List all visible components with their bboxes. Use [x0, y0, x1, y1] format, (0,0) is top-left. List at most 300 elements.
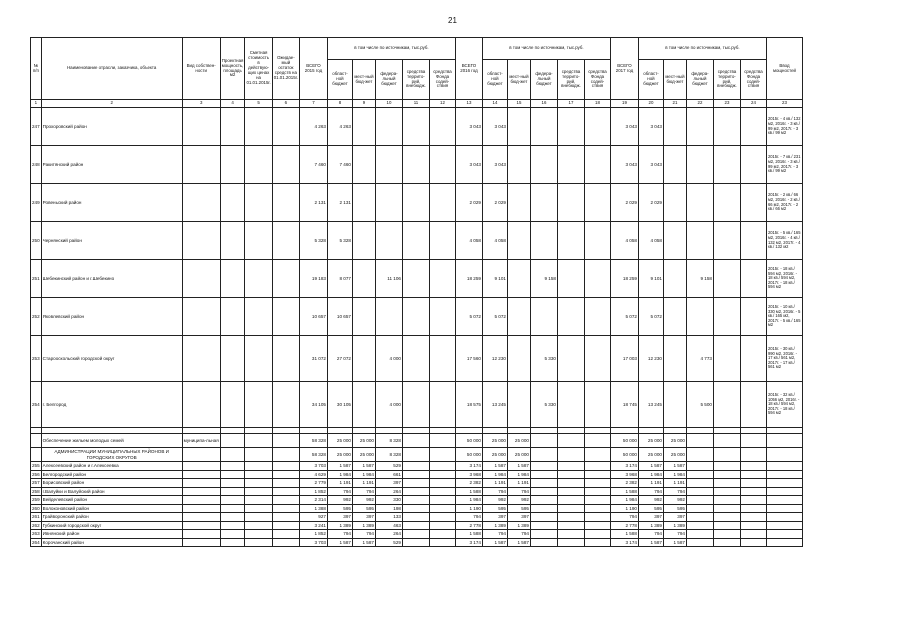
- total-17: 1 588: [610, 530, 638, 539]
- row-power: [220, 448, 245, 462]
- row-capacity: 2015г. - 30 кв./ 990 м2, 2016г. - 17 кв./ 561 м2, 2017г. - 17 кв./ 561 м2: [766, 336, 802, 382]
- row-cost: [245, 434, 272, 448]
- total-15: 3 703: [299, 462, 327, 471]
- fed-17: [686, 184, 713, 222]
- obl-17: 992: [638, 496, 663, 505]
- col-head-fed: федера-льный бюджет: [375, 60, 402, 100]
- terr-16: [557, 513, 584, 522]
- row-power: [220, 504, 245, 513]
- fed-17: [686, 538, 713, 547]
- obl-17: 1 587: [638, 462, 663, 471]
- mest-15: 794: [352, 487, 375, 496]
- fond-15: [429, 521, 455, 530]
- obl-15: 5 328: [327, 222, 352, 260]
- row-number: 260: [32, 505, 40, 511]
- mest-15: 794: [352, 530, 375, 539]
- row-name: Ивнянский район: [41, 530, 182, 539]
- terr-17: [713, 260, 740, 298]
- total-17: 3 043: [610, 146, 638, 184]
- fond-17: [740, 496, 766, 505]
- obl-16: 1 984: [482, 470, 507, 479]
- fond-16: [584, 222, 610, 260]
- row-power: [220, 184, 245, 222]
- obl-17: 25 000: [638, 434, 663, 448]
- terr-17: [713, 513, 740, 522]
- row-vid: [182, 336, 220, 382]
- total-16: 1 984: [455, 496, 482, 505]
- obl-17: 2 029: [638, 184, 663, 222]
- row-vid: муниципа-льная: [182, 434, 220, 448]
- row-number: 252: [31, 298, 42, 336]
- row-name: Обеспечение жильем молодых семей: [41, 434, 182, 448]
- obl-16: 1 587: [482, 538, 507, 547]
- fond-15: [429, 336, 455, 382]
- row-cost: [245, 513, 272, 522]
- total-16: 2 778: [455, 521, 482, 530]
- fond-15: [429, 487, 455, 496]
- fond-15: [429, 470, 455, 479]
- fond-17: [740, 479, 766, 488]
- mest-17: 1 587: [663, 462, 686, 471]
- fed-15: 264: [375, 487, 402, 496]
- obl-16: 2 029: [482, 184, 507, 222]
- fed-16: [530, 513, 557, 522]
- col-number: 19: [610, 100, 638, 108]
- row-vid: [182, 538, 220, 547]
- row-vid: [182, 479, 220, 488]
- col-group-2015: в том числе по источникам, тыс.руб.: [327, 38, 455, 60]
- row-capacity: [766, 479, 802, 488]
- col-number: 5: [245, 100, 272, 108]
- row-remain: [272, 538, 299, 547]
- fond-15: [429, 530, 455, 539]
- mest-15: 1 389: [352, 521, 375, 530]
- table-row: [31, 487, 803, 496]
- col-number: 18: [584, 100, 610, 108]
- fed-15: 8 328: [375, 434, 402, 448]
- fond-17: [740, 222, 766, 260]
- mest-16: 794: [507, 530, 530, 539]
- total-16: 794: [455, 513, 482, 522]
- obl-16: 3 043: [482, 146, 507, 184]
- col-number: 21: [663, 100, 686, 108]
- obl-17: 5 072: [638, 298, 663, 336]
- mest-15: [352, 382, 375, 428]
- terr-17: [713, 336, 740, 382]
- mest-17: 1 587: [663, 538, 686, 547]
- col-number: 9: [352, 100, 375, 108]
- terr-17: [713, 538, 740, 547]
- row-remain: [272, 496, 299, 505]
- row-number: 255: [32, 463, 40, 469]
- terr-15: [402, 487, 429, 496]
- mest-15: 25 000: [352, 434, 375, 448]
- row-capacity: 2015г. - 5 кв./ 165 м2, 2016г. - 4 кв./ 132 м2, 2017г. - 4 кв./ 132 м2: [766, 222, 802, 260]
- fond-17: [740, 470, 766, 479]
- obl-16: 1 587: [482, 462, 507, 471]
- row-capacity: 2015г. - 4 кв./ 132 м2, 2016г. - 3 кв./ 99 м2, 2017г. - 3 кв./ 99 м2: [766, 108, 802, 146]
- total-15: 5 328: [299, 222, 327, 260]
- terr-16: [557, 496, 584, 505]
- row-vid: [182, 298, 220, 336]
- mest-16: 794: [507, 487, 530, 496]
- fond-16: [584, 538, 610, 547]
- row-remain: [272, 184, 299, 222]
- mest-16: 397: [507, 513, 530, 522]
- obl-16: 25 000: [482, 448, 507, 462]
- row-power: [220, 146, 245, 184]
- fed-15: 661: [375, 470, 402, 479]
- total-16: 3 043: [455, 108, 482, 146]
- row-name: Белгородский район: [41, 470, 182, 479]
- row-power: [220, 496, 245, 505]
- terr-15: [402, 513, 429, 522]
- fond-17: [740, 521, 766, 530]
- terr-15: [402, 298, 429, 336]
- total-15: 2 314: [299, 496, 327, 505]
- obl-16: 794: [482, 530, 507, 539]
- fed-17: [686, 530, 713, 539]
- fond-15: [429, 434, 455, 448]
- fed-17: [686, 222, 713, 260]
- total-15: 19 183: [299, 260, 327, 298]
- terr-17: [713, 521, 740, 530]
- row-number: [31, 448, 42, 462]
- fed-15: 397: [375, 479, 402, 488]
- mest-16: [507, 382, 530, 428]
- terr-16: [557, 434, 584, 448]
- fed-16: [530, 298, 557, 336]
- row-vid: [182, 530, 220, 539]
- page-number: 21: [448, 16, 457, 25]
- fond-17: [740, 462, 766, 471]
- table-row: [31, 260, 803, 298]
- row-name: Чернянский район: [41, 222, 182, 260]
- fond-16: [584, 448, 610, 462]
- table-row: [31, 108, 803, 146]
- row-name: г. Белгород: [41, 382, 182, 428]
- fond-16: [584, 336, 610, 382]
- row-number: 258: [32, 488, 40, 494]
- column-number-row: [31, 100, 803, 108]
- fond-17: [740, 434, 766, 448]
- terr-17: [713, 434, 740, 448]
- col-group-2017: в том числе по источникам, тыс.руб.: [638, 38, 766, 60]
- obl-17: 794: [638, 487, 663, 496]
- row-power: [220, 487, 245, 496]
- mest-17: 794: [663, 487, 686, 496]
- fed-17: [686, 146, 713, 184]
- terr-16: [557, 487, 584, 496]
- fed-17: [686, 496, 713, 505]
- mest-15: 397: [352, 513, 375, 522]
- obl-15: 992: [327, 496, 352, 505]
- table-row: [31, 479, 803, 488]
- obl-17: 397: [638, 513, 663, 522]
- mest-15: 1 587: [352, 538, 375, 547]
- row-remain: [272, 222, 299, 260]
- mest-16: [507, 336, 530, 382]
- fond-17: [740, 260, 766, 298]
- total-15: 2 131: [299, 184, 327, 222]
- table-row: [31, 496, 803, 505]
- row-vid: [182, 504, 220, 513]
- fed-16: [530, 222, 557, 260]
- col-head-obl: област-ной бюджет: [638, 60, 663, 100]
- row-cost: [245, 184, 272, 222]
- mest-16: [507, 184, 530, 222]
- row-remain: [272, 448, 299, 462]
- obl-16: 13 245: [482, 382, 507, 428]
- budget-table: [30, 37, 803, 547]
- row-capacity: 2015г. - 18 кв./ 594 м2, 2016г. - 18 кв./ 594 м2, 2017г. - 18 кв./ 594 м2: [766, 260, 802, 298]
- table-row: [31, 521, 803, 530]
- mest-17: [663, 298, 686, 336]
- obl-15: 10 657: [327, 298, 352, 336]
- total-17: 50 000: [610, 434, 638, 448]
- row-power: [220, 538, 245, 547]
- fed-16: 5 330: [530, 382, 557, 428]
- row-name: Вейделевский район: [41, 496, 182, 505]
- total-17: 3 043: [610, 108, 638, 146]
- col-head-fond: средства Фонда содей-ствия: [429, 60, 455, 100]
- total-16: 18 259: [455, 260, 482, 298]
- terr-15: [402, 108, 429, 146]
- total-15: 34 105: [299, 382, 327, 428]
- total-16: 3 174: [455, 538, 482, 547]
- fed-16: [530, 108, 557, 146]
- terr-15: [402, 448, 429, 462]
- row-remain: [272, 479, 299, 488]
- col-number: 23: [766, 100, 802, 108]
- obl-16: 794: [482, 487, 507, 496]
- col-number: 22: [686, 100, 713, 108]
- fed-16: 5 330: [530, 336, 557, 382]
- col-number: 12: [429, 100, 455, 108]
- row-power: [220, 434, 245, 448]
- total-15: 31 072: [299, 336, 327, 382]
- total-16: 17 560: [455, 336, 482, 382]
- table-row: [31, 538, 803, 547]
- terr-15: [402, 184, 429, 222]
- mest-17: [663, 260, 686, 298]
- mest-15: [352, 222, 375, 260]
- fond-17: [740, 382, 766, 428]
- row-cost: [245, 448, 272, 462]
- total-15: 927: [299, 513, 327, 522]
- col-head-fed: федера-льный бюджет: [686, 60, 713, 100]
- fed-15: 11 106: [375, 260, 402, 298]
- total-15: 58 328: [299, 434, 327, 448]
- fond-16: [584, 479, 610, 488]
- row-capacity: [766, 462, 802, 471]
- terr-15: [402, 260, 429, 298]
- total-15: 4 629: [299, 470, 327, 479]
- col-head-terr: средства террито-рий, внебюдж.: [402, 60, 429, 100]
- total-15: 7 460: [299, 146, 327, 184]
- obl-16: 5 072: [482, 298, 507, 336]
- mest-15: [352, 260, 375, 298]
- terr-17: [713, 382, 740, 428]
- fed-17: [686, 479, 713, 488]
- fond-16: [584, 462, 610, 471]
- row-vid: [182, 382, 220, 428]
- row-vid: [182, 448, 220, 462]
- row-name: Алексеевский район и г.Алексеевка: [41, 462, 182, 471]
- terr-17: [713, 470, 740, 479]
- col-head-power: Проектная мощность, площадь м2: [220, 38, 245, 100]
- mest-15: [352, 146, 375, 184]
- fond-17: [740, 336, 766, 382]
- row-vid: [182, 108, 220, 146]
- fond-15: [429, 538, 455, 547]
- fed-17: [686, 462, 713, 471]
- row-remain: [272, 434, 299, 448]
- fond-16: [584, 496, 610, 505]
- obl-15: 595: [327, 504, 352, 513]
- fed-15: 133: [375, 513, 402, 522]
- row-remain: [272, 504, 299, 513]
- obl-16: 12 230: [482, 336, 507, 382]
- mest-17: 992: [663, 496, 686, 505]
- row-number: 253: [31, 336, 42, 382]
- fed-17: [686, 513, 713, 522]
- row-power: [220, 222, 245, 260]
- obl-15: 794: [327, 530, 352, 539]
- fed-15: 529: [375, 462, 402, 471]
- row-number: 248: [31, 146, 42, 184]
- row-capacity: [766, 504, 802, 513]
- mest-16: [507, 108, 530, 146]
- total-16: 3 968: [455, 470, 482, 479]
- obl-16: 3 043: [482, 108, 507, 146]
- fond-17: [740, 538, 766, 547]
- fond-17: [740, 184, 766, 222]
- fond-16: [584, 530, 610, 539]
- fed-15: 529: [375, 538, 402, 547]
- mest-16: 1 191: [507, 479, 530, 488]
- fed-16: [530, 538, 557, 547]
- row-cost: [245, 298, 272, 336]
- row-power: [220, 336, 245, 382]
- fond-15: [429, 222, 455, 260]
- mest-16: [507, 146, 530, 184]
- fond-17: [740, 298, 766, 336]
- row-cost: [245, 470, 272, 479]
- row-cost: [245, 336, 272, 382]
- total-16: 5 072: [455, 298, 482, 336]
- row-capacity: [766, 470, 802, 479]
- mest-15: [352, 298, 375, 336]
- total-17: 50 000: [610, 448, 638, 462]
- mest-17: 1 984: [663, 470, 686, 479]
- row-remain: [272, 487, 299, 496]
- obl-17: 1 191: [638, 479, 663, 488]
- terr-15: [402, 470, 429, 479]
- row-number: 261: [32, 514, 40, 520]
- row-number: 249: [31, 184, 42, 222]
- fed-15: 198: [375, 504, 402, 513]
- col-number: 13: [455, 100, 482, 108]
- mest-17: 25 000: [663, 448, 686, 462]
- row-power: [220, 530, 245, 539]
- total-15: 1 852: [299, 530, 327, 539]
- mest-17: 397: [663, 513, 686, 522]
- mest-17: 1 191: [663, 479, 686, 488]
- fond-15: [429, 496, 455, 505]
- total-17: 4 058: [610, 222, 638, 260]
- col-head-fed: федера-льный бюджет: [530, 60, 557, 100]
- mest-16: 1 587: [507, 462, 530, 471]
- obl-16: 1 389: [482, 521, 507, 530]
- col-head-name: Наименование отрасли, заказчика, объекта: [41, 38, 182, 100]
- fond-15: [429, 462, 455, 471]
- fond-16: [584, 382, 610, 428]
- col-number: 11: [402, 100, 429, 108]
- mest-15: 1 587: [352, 462, 375, 471]
- obl-17: 1 984: [638, 470, 663, 479]
- obl-15: 794: [327, 487, 352, 496]
- row-number: 257: [32, 480, 40, 486]
- col-number: 7: [299, 100, 327, 108]
- mest-16: 992: [507, 496, 530, 505]
- row-remain: [272, 146, 299, 184]
- mest-16: 1 984: [507, 470, 530, 479]
- total-16: 2 382: [455, 479, 482, 488]
- terr-17: [713, 530, 740, 539]
- col-head-terr: средства террито-рий, внебюдж.: [713, 60, 740, 100]
- row-vid: [182, 470, 220, 479]
- table-row: [31, 184, 803, 222]
- table-row: [31, 504, 803, 513]
- terr-16: [557, 298, 584, 336]
- fed-16: [530, 146, 557, 184]
- total-17: 3 968: [610, 470, 638, 479]
- obl-17: 12 230: [638, 336, 663, 382]
- row-name: Борисовский район: [41, 479, 182, 488]
- terr-16: [557, 108, 584, 146]
- mest-16: [507, 298, 530, 336]
- section-row: [31, 434, 803, 448]
- terr-16: [557, 382, 584, 428]
- obl-15: 27 072: [327, 336, 352, 382]
- mest-15: [352, 336, 375, 382]
- terr-16: [557, 448, 584, 462]
- row-name: г.Валуйки и Валуйский район: [41, 487, 182, 496]
- fed-17: 9 158: [686, 260, 713, 298]
- col-head-obl: област-ной бюджет: [327, 60, 352, 100]
- terr-17: [713, 496, 740, 505]
- fed-15: [375, 146, 402, 184]
- fond-15: [429, 513, 455, 522]
- row-cost: [245, 504, 272, 513]
- col-head-cost: Сметная стоимость в действую-щих ценах на 01.01.2015г.: [245, 38, 272, 100]
- row-name: Ракитянский район: [41, 146, 182, 184]
- obl-16: 595: [482, 504, 507, 513]
- row-cost: [245, 479, 272, 488]
- fed-16: [530, 434, 557, 448]
- fed-16: [530, 479, 557, 488]
- mest-17: 1 389: [663, 521, 686, 530]
- obl-17: 13 245: [638, 382, 663, 428]
- mest-16: 595: [507, 504, 530, 513]
- col-head-mest: мест-ный бюд-жет: [352, 60, 375, 100]
- terr-17: [713, 222, 740, 260]
- mest-15: [352, 184, 375, 222]
- table-row: [31, 513, 803, 522]
- obl-17: 1 587: [638, 538, 663, 547]
- obl-16: 1 191: [482, 479, 507, 488]
